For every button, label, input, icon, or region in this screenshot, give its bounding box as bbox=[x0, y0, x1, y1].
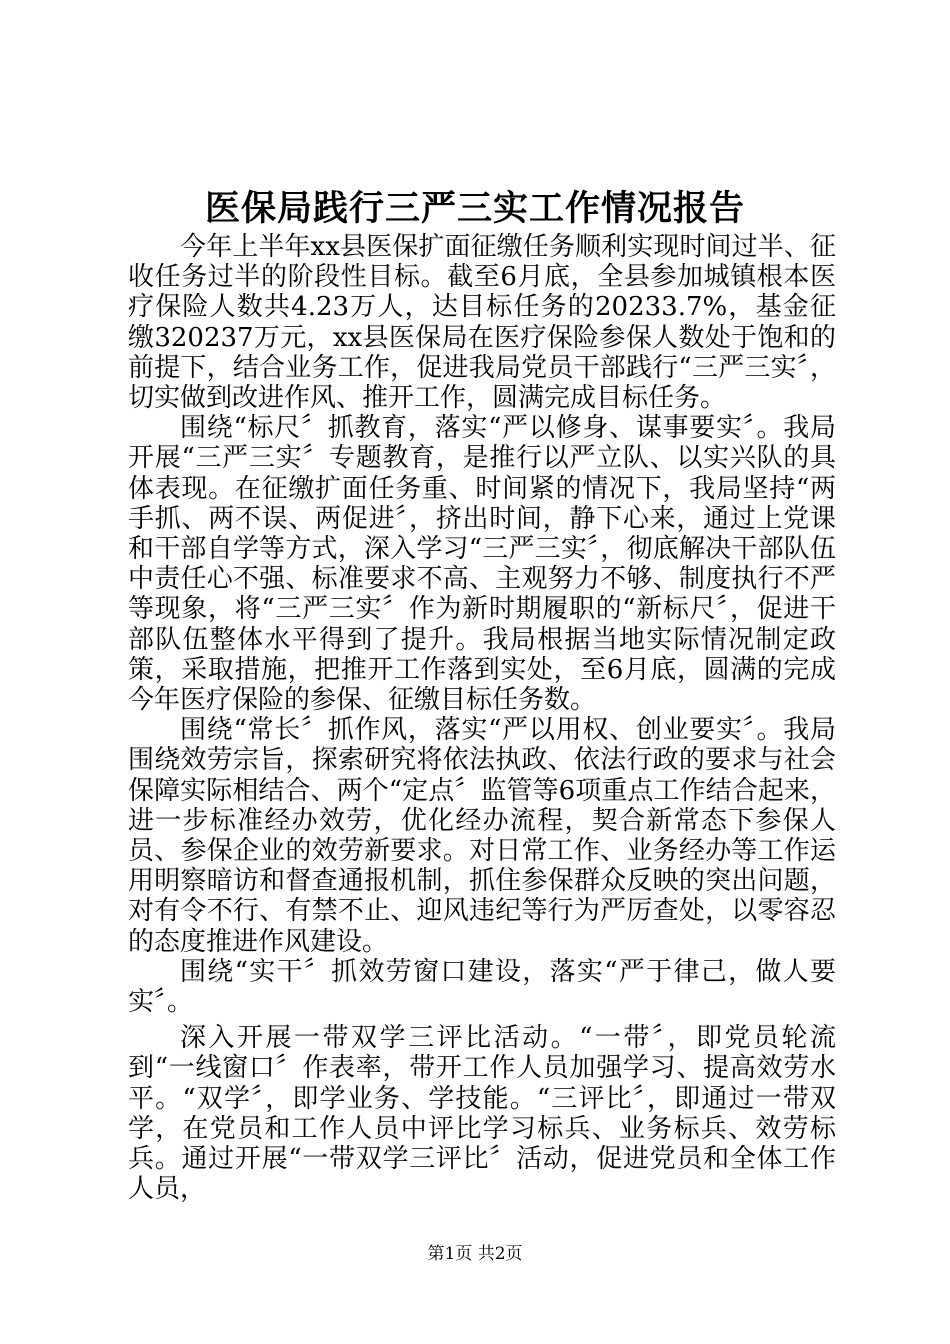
paragraph-education: 围绕“标尺〞抓教育，落实“严以修身、谋事要实〞。我局开展“三严三实〞专题教育，是推行以严立队、以实兴队的具体表现。在征缴扩面任务重、时间紧的情况下，我局坚持“两手抓、两不误、两促进〞，挤出时间，静下心来，通过上党课和干部自学等方式，深入学习“三严三实〞，彻底解决干部队伍中责任心不强、标准要求不高、主观努力不够、制度执行不严等现象，将“三严三实〞作为新时期履职的“新标尺〞，促进干部队伍整体水平得到了提升。我局根据当地实际情况制定政策，采取措施，把推开工作落到实处，至6月底，圆满的完成今年医疗保险的参保、征缴目标任务数。 bbox=[128, 413, 836, 716]
document-body bbox=[128, 232, 836, 1205]
paragraph-service-window: 围绕“实干〞抓效劳窗口建设，落实“严于律己，做人要实〞。 bbox=[128, 956, 836, 1018]
paragraph-intro: 今年上半年xx县医保扩面征缴任务顺利实现时间过半、征收任务过半的阶段性目标。截至6月底，全县参加城镇根本医疗保险人数共4.23万人，达目标任务的20233.7%，基金征缴320237万元，xx县医保局在医疗保险参保人数处于饱和的前提下，结合业务工作，促进我局党员干部践行“三严三实〞，切实做到改进作风、推开工作，圆满完成目标任务。 bbox=[128, 232, 836, 414]
page-number-footer: 第1页 共2页 bbox=[427, 1244, 523, 1264]
document-title: 医保局践行三严三实工作情况报告 bbox=[204, 188, 745, 229]
paragraph-work-style: 围绕“常长〞抓作风，落实“严以用权、创业要实〞。我局围绕效劳宗旨，探索研究将依法执政、依法行政的要求与社会保障实际相结合、两个“定点〞监管等6项重点工作结合起来，进一步标准经办效劳，优化经办流程，契合新常态下参保人员、参保企业的效劳新要求。对日常工作、业务经办等工作运用明察暗访和督查通报机制，抓住参保群众反映的突出问题，对有令不行、有禁不止、迎风违纪等行为严厉查处，以零容忍的态度推进作风建设。 bbox=[128, 715, 836, 957]
paragraph-one-belt-two-learn: 深入开展一带双学三评比活动。“一带〞，即党员轮流到“一线窗口〞作表率，带开工作人员加强学习、提高效劳水平。“双学〞，即学业务、学技能。“三评比〞，即通过一带双学，在党员和工作人员中评比学习标兵、业务标兵、效劳标兵。通过开展“一带双学三评比〞活动，促进党员和全体工作人员， bbox=[128, 1023, 836, 1205]
